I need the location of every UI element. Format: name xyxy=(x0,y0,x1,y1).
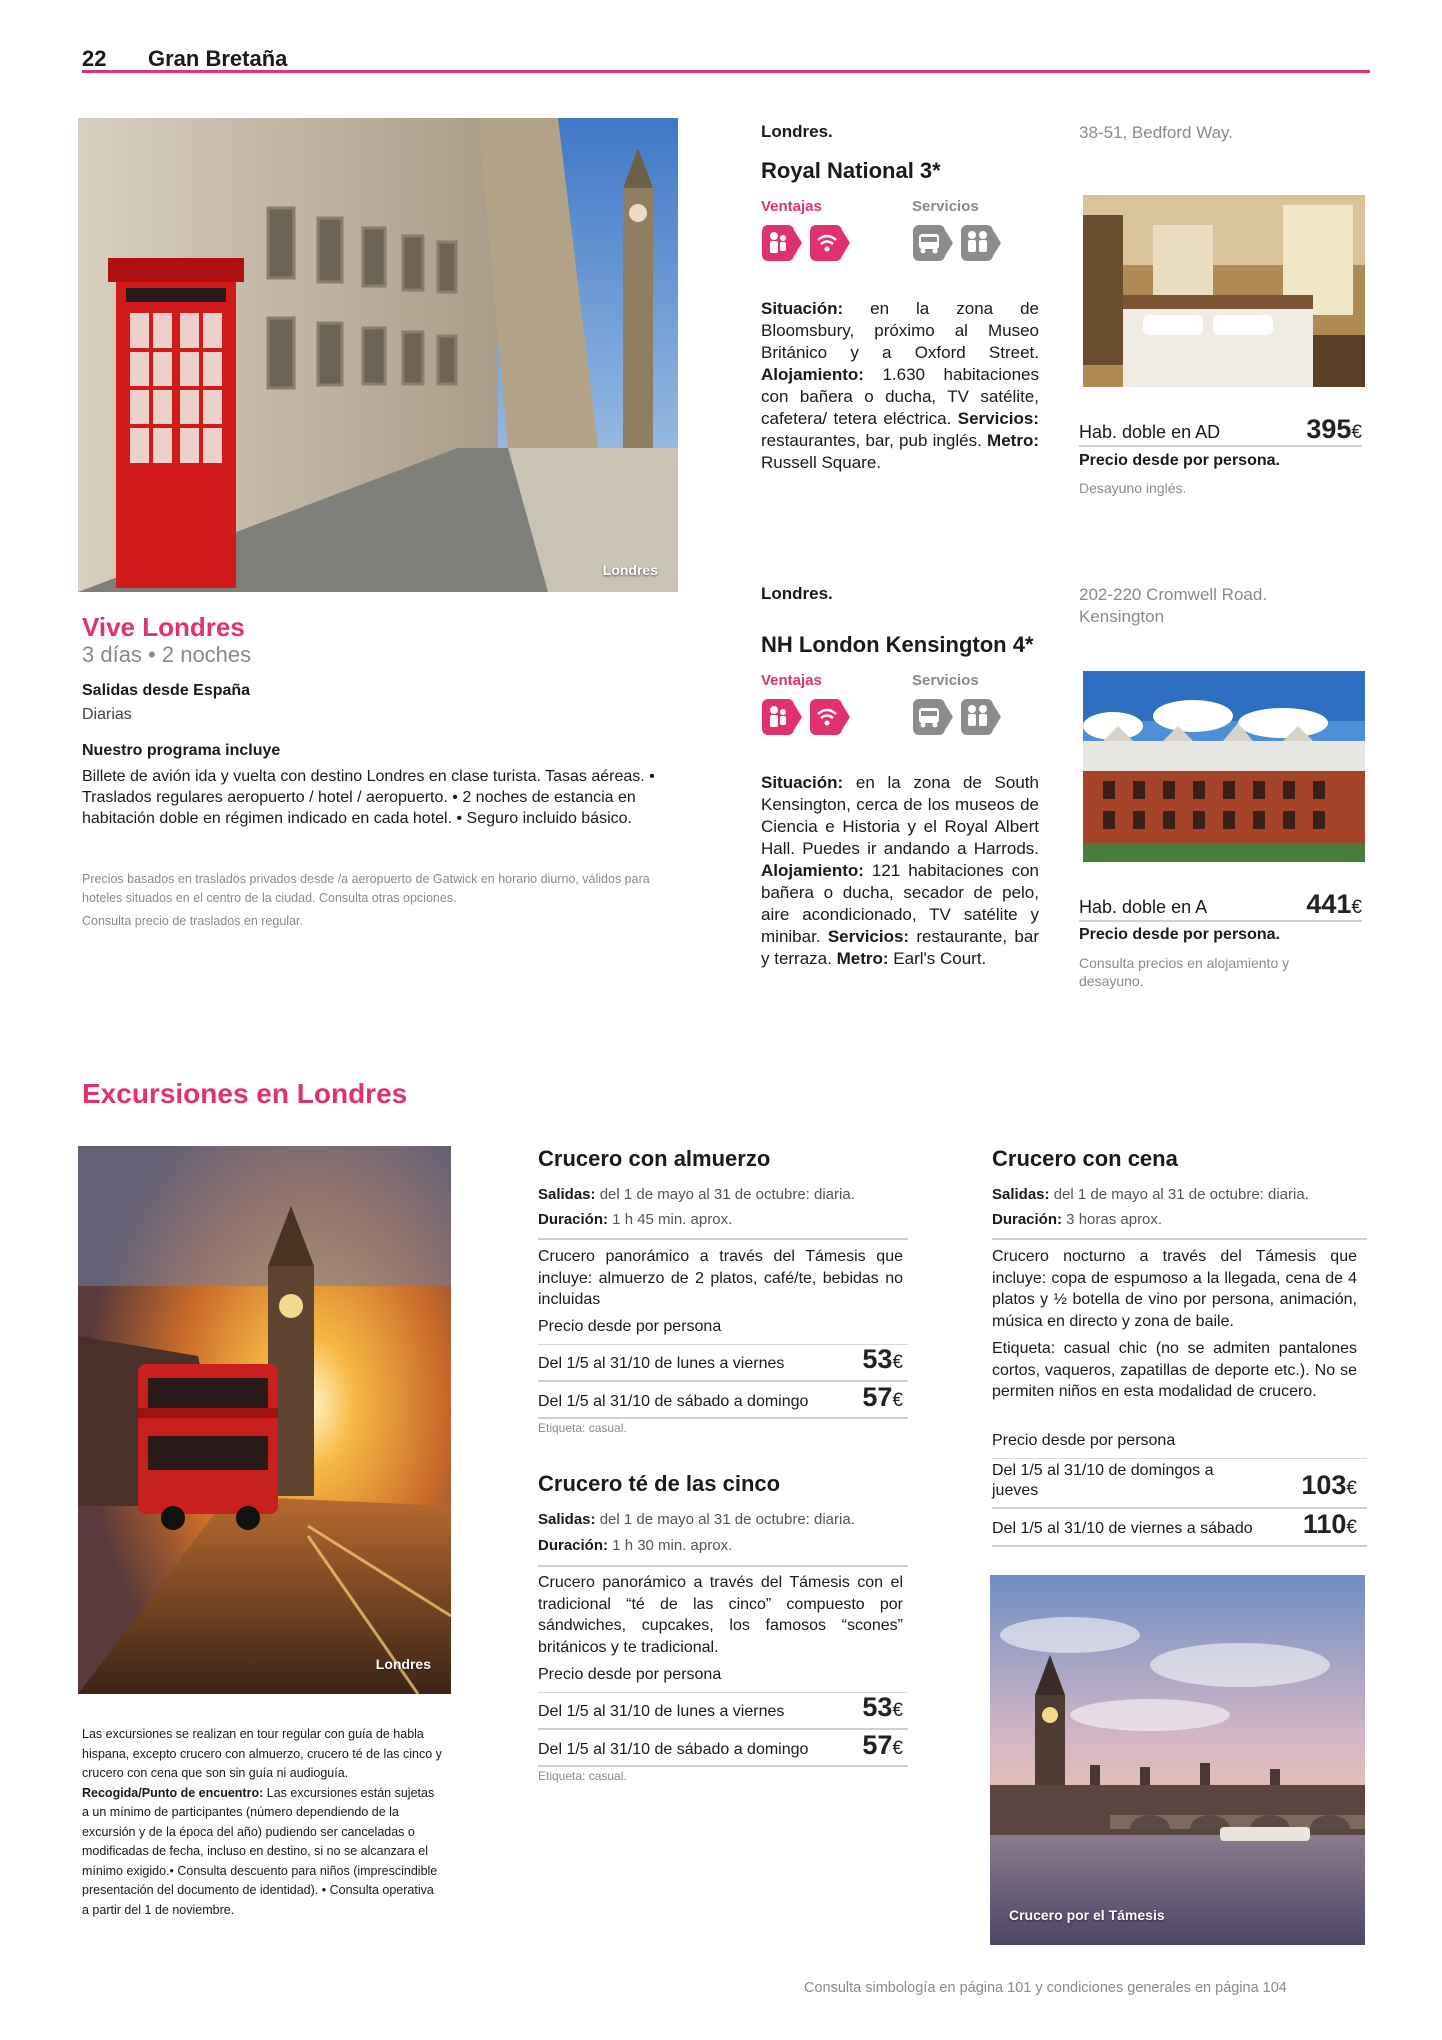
cruise-tea-desc: Crucero panorámico a través del Támesis con el tradicional “té de las cinco” compuesto por sándwiches, cupcakes, los famosos “scones” británicos y te tradicional. xyxy=(538,1574,903,1656)
cruise-tea-rule-4 xyxy=(538,1765,908,1767)
hotel-2-price-note: Precio desde por persona. xyxy=(1079,926,1280,943)
cruise-lunch-dep-value: del 1 de mayo al 31 de octubre: diaria. xyxy=(595,1186,855,1203)
photo-caption: Londres xyxy=(602,562,658,578)
cruise-lunch-row-2-label: Del 1/5 al 31/10 de sábado a domingo xyxy=(538,1393,809,1410)
cruise-dinner-departures xyxy=(992,1186,1309,1203)
cruise-lunch-row-1-currency: € xyxy=(892,1352,903,1373)
hotel-2-city: Londres. xyxy=(761,584,833,603)
cruise-dinner-row-1-currency: € xyxy=(1346,1478,1357,1499)
cruise-lunch-row-1-price xyxy=(862,1344,903,1375)
cruise-tea-tag: Etiqueta: casual. xyxy=(538,1769,627,1783)
cruise-lunch-price-row-1 xyxy=(538,1344,903,1375)
hotel-1-ventajas-label: Ventajas xyxy=(761,198,822,215)
hotel-1-desc-2: 1.630 habitaciones con bañera o ducha, TV satélite, cafetera/ tetera eléctrica. xyxy=(761,365,1039,428)
cruise-lunch-row-2-price xyxy=(862,1382,903,1413)
hotel-2-desc-4-label: Metro: xyxy=(836,949,889,968)
cruise-dinner-row-1-price-value: 103 xyxy=(1301,1470,1347,1500)
hotel-1-board-note: Desayuno inglés. xyxy=(1079,480,1187,496)
cruise-dinner-rule-2 xyxy=(992,1458,1367,1459)
thames-photo-caption: Crucero por el Támesis xyxy=(1009,1907,1165,1923)
cruise-lunch-rule-4 xyxy=(538,1417,908,1419)
hotel-1-desc-3-label: Servicios: xyxy=(957,409,1039,428)
hotel-1-address: 38-51, Bedford Way. xyxy=(1079,123,1234,142)
hotel-2-name: NH London Kensington 4* xyxy=(761,632,1034,657)
excursion-notes-pickup-label: Recogida/Punto de encuentro: xyxy=(82,1785,264,1800)
cruise-lunch-row-1-label: Del 1/5 al 31/10 de lunes a viernes xyxy=(538,1355,785,1372)
excursion-notes-pickup-text: Las excursiones están sujetas a un mínimo de participantes (número dependiendo de la excursión y de la época del año) pudiendo ser canceladas o modificadas de fecha, incluso en destino, si no se alcanzara el mínimo exigido.• Consulta descuento para niños (imprescindible presentación del documento de identidad). • Consulta operativa a partir del 1 de noviembre. xyxy=(82,1785,438,1917)
hotel-1-name: Royal National 3* xyxy=(761,158,941,183)
hotel-1-servicios-icons xyxy=(912,224,1002,262)
hotel-1-description xyxy=(761,298,1039,474)
family-services-icon xyxy=(960,224,1002,262)
cruise-lunch-duration xyxy=(538,1211,732,1228)
hotel-1-price-rule xyxy=(1079,445,1362,447)
cruise-dinner-rule-1 xyxy=(992,1238,1367,1240)
hotel-2-board-note: Consulta precios en alojamiento y desayuno. xyxy=(1079,955,1290,989)
package-duration: 3 días • 2 noches xyxy=(82,642,252,667)
cruise-dinner-row-1-price xyxy=(1301,1470,1357,1501)
hotel-1-room-label: Hab. doble en AD xyxy=(1079,422,1221,442)
departures-value: Diarias xyxy=(82,706,132,723)
cruise-dinner-row-2-currency: € xyxy=(1346,1517,1357,1538)
cruise-dinner-price-row-2 xyxy=(992,1509,1357,1540)
cruise-dinner-desc: Crucero nocturno a través del Támesis que incluye: copa de espumoso a la llegada, cena de 4 platos y ½ botella de vino por persona, animación, música en directo y zona de baile. xyxy=(992,1248,1357,1330)
cruise-dinner-rule-4 xyxy=(992,1545,1367,1547)
cruise-tea-row-1-currency: € xyxy=(892,1700,903,1721)
hotel-2-ventajas-label: Ventajas xyxy=(761,672,822,689)
cruise-dinner-row-2-label: Del 1/5 al 31/10 de viernes a sábado xyxy=(992,1520,1253,1537)
hotel-1-price-row xyxy=(1079,414,1362,445)
excursion-notes xyxy=(82,1725,442,1920)
cruise-dinner-price-heading: Precio desde por persona xyxy=(992,1432,1176,1449)
excursion-bus-photo xyxy=(78,1146,451,1694)
cruise-lunch-departures xyxy=(538,1186,855,1203)
hotel-1-servicios-label: Servicios xyxy=(912,198,979,215)
hotel-2-description xyxy=(761,772,1039,970)
cruise-tea-row-1-price xyxy=(862,1692,903,1723)
cruise-dinner-row-2-price xyxy=(1303,1509,1357,1540)
thames-cruise-photo xyxy=(990,1575,1365,1945)
cruise-lunch-dep-label: Salidas: xyxy=(538,1186,596,1203)
cruise-dinner-dep-label: Salidas: xyxy=(992,1186,1050,1203)
cruise-tea-dur-label: Duración: xyxy=(538,1537,609,1554)
cruise-tea-row-2-price-value: 57 xyxy=(862,1730,893,1760)
hotel-2-room-label: Hab. doble en A xyxy=(1079,897,1208,917)
cruise-tea-title: Crucero té de las cinco xyxy=(538,1471,781,1496)
section-title: Gran Bretaña xyxy=(148,46,288,71)
cruise-lunch-rule-1 xyxy=(538,1238,908,1240)
cruise-dinner-dress: Etiqueta: casual chic (no se admiten pantalones cortos, vaqueros, zapatillas de deporte etc.). No se permiten niños en esta modalidad de crucero. xyxy=(992,1340,1357,1400)
family-discount-icon xyxy=(761,698,803,736)
hotel-1-price-note: Precio desde por persona. xyxy=(1079,452,1280,469)
cruise-lunch-desc: Crucero panorámico a través del Támesis que incluye: almuerzo de 2 platos, café/te, bebidas no incluidas xyxy=(538,1248,903,1308)
cruise-lunch-row-2-currency: € xyxy=(892,1390,903,1411)
hotel-2-desc-2-label: Alojamiento: xyxy=(761,861,864,880)
free-wifi-icon xyxy=(809,224,851,262)
hotel-1-price xyxy=(1306,414,1362,445)
departures-heading: Salidas desde España xyxy=(82,682,251,699)
cruise-lunch-dur-value: 1 h 45 min. aprox. xyxy=(608,1211,733,1228)
cruise-lunch-price-row-2 xyxy=(538,1382,903,1413)
hotel-1-currency: € xyxy=(1351,422,1362,443)
page-number: 22 xyxy=(82,46,107,71)
hotel-2-desc-2: 121 habitaciones con bañera o ducha, secador de pelo, aire acondicionado, TV satélite y minibar. xyxy=(761,861,1039,946)
note-prices: Precios basados en traslados privados desde /a aeropuerto de Gatwick en horario diurno, válidos para hoteles situados en el centro de la ciudad. Consulta otras opciones. xyxy=(82,872,650,905)
transfer-bus-icon xyxy=(912,224,954,262)
excursion-notes-intro: Las excursiones se realizan en tour regular con guía de habla hispana, excepto crucero con almuerzo, crucero té de las cinco y crucero con cena que son sin guía ni audioguía. xyxy=(82,1727,442,1780)
family-services-icon xyxy=(960,698,1002,736)
hotel-1-price-value: 395 xyxy=(1306,414,1352,444)
cruise-lunch-row-1-price-value: 53 xyxy=(862,1344,893,1374)
family-discount-icon xyxy=(761,224,803,262)
cruise-tea-price-row-2 xyxy=(538,1730,903,1761)
cruise-dinner-dur-value: 3 horas aprox. xyxy=(1062,1211,1163,1228)
cruise-tea-dep-value: del 1 de mayo al 31 de octubre: diaria. xyxy=(595,1511,855,1528)
cruise-tea-row-1-price-value: 53 xyxy=(862,1692,893,1722)
excursion-photo-caption: Londres xyxy=(375,1656,431,1672)
hotel-1-desc-1-label: Situación: xyxy=(761,299,844,318)
note-transfers: Consulta precio de traslados en regular. xyxy=(82,914,303,928)
hotel-2-currency: € xyxy=(1351,897,1362,918)
hotel-1-desc-2-label: Alojamiento: xyxy=(761,365,864,384)
cruise-dinner-row-2-price-value: 110 xyxy=(1302,1509,1347,1539)
cruise-tea-departures xyxy=(538,1511,855,1528)
cruise-dinner-price-row-1 xyxy=(992,1461,1357,1501)
cruise-tea-dur-value: 1 h 30 min. aprox. xyxy=(608,1537,733,1554)
excursions-title: Excursiones en Londres xyxy=(82,1078,408,1109)
hotel-1-desc-4: Russell Square. xyxy=(761,453,882,472)
cruise-lunch-dur-label: Duración: xyxy=(538,1211,609,1228)
london-phone-box-photo xyxy=(78,118,678,592)
cruise-lunch-row-2-price-value: 57 xyxy=(862,1382,893,1412)
cruise-dinner-duration xyxy=(992,1211,1162,1228)
cruise-tea-row-2-currency: € xyxy=(892,1738,903,1759)
cruise-tea-row-2-price xyxy=(862,1730,903,1761)
cruise-tea-row-2-label: Del 1/5 al 31/10 de sábado a domingo xyxy=(538,1741,809,1758)
hotel-2-servicios-icons xyxy=(912,698,1002,736)
hotel-1-desc-3: restaurantes, bar, pub inglés. xyxy=(761,431,988,450)
hotel-1-room-photo xyxy=(1083,195,1365,387)
cruise-dinner-dep-value: del 1 de mayo al 31 de octubre: diaria. xyxy=(1049,1186,1309,1203)
cruise-tea-price-row-1 xyxy=(538,1692,903,1723)
hotel-2-desc-3: restaurante, bar y terraza. xyxy=(761,927,1039,968)
hotel-1-desc-1: en la zona de Bloomsbury, próximo al Museo Británico y a Oxford Street. xyxy=(761,299,1039,362)
hotel-1-ventajas-icons xyxy=(761,224,851,262)
cruise-dinner-dur-label: Duración: xyxy=(992,1211,1063,1228)
includes-text: Billete de avión ida y vuelta con destino Londres en clase turista. Tasas aéreas. • Traslados regulares aeropuerto / hotel / aeropuerto. • 2 noches de estancia en habitación doble en régimen indicado en cada hotel. • Seguro incluido básico. xyxy=(82,768,655,827)
hotel-1-desc-4-label: Metro: xyxy=(987,431,1039,450)
hotel-2-price-row xyxy=(1079,889,1362,920)
hotel-2-building-photo xyxy=(1083,671,1365,862)
hotel-2-ventajas-icons xyxy=(761,698,851,736)
hotel-2-desc-1: en la zona de South Kensington, cerca de los museos de Ciencia e Historia y el Royal Albert Hall. Puedes ir andando a Harrods. xyxy=(761,773,1039,858)
transfer-bus-icon xyxy=(912,698,954,736)
cruise-dinner-row-1-label: Del 1/5 al 31/10 de domingos a jueves xyxy=(992,1462,1214,1499)
header-rule xyxy=(82,70,1370,73)
hotel-2-servicios-label: Servicios xyxy=(912,672,979,689)
cruise-lunch-tag: Etiqueta: casual. xyxy=(538,1421,627,1435)
hotel-2-desc-3-label: Servicios: xyxy=(827,927,910,946)
cruise-lunch-title: Crucero con almuerzo xyxy=(538,1146,771,1171)
package-title: Vive Londres xyxy=(82,612,245,642)
cruise-tea-row-1-label: Del 1/5 al 31/10 de lunes a viernes xyxy=(538,1703,785,1720)
cruise-tea-dep-label: Salidas: xyxy=(538,1511,596,1528)
hotel-1-city: Londres. xyxy=(761,122,833,141)
cruise-tea-duration xyxy=(538,1537,732,1554)
cruise-tea-rule-1 xyxy=(538,1565,908,1567)
hotel-2-price xyxy=(1306,889,1362,920)
hotel-2-desc-4: Earl's Court. xyxy=(888,949,987,968)
cruise-lunch-price-heading: Precio desde por persona xyxy=(538,1318,722,1335)
hotel-2-price-value: 441 xyxy=(1306,889,1352,919)
free-wifi-icon xyxy=(809,698,851,736)
hotel-2-price-rule xyxy=(1079,920,1362,922)
cruise-dinner-title: Crucero con cena xyxy=(992,1146,1178,1171)
includes-heading: Nuestro programa incluye xyxy=(82,742,281,759)
cruise-tea-price-heading: Precio desde por persona xyxy=(538,1666,722,1683)
hotel-2-address: 202-220 Cromwell Road. Kensington xyxy=(1079,585,1268,626)
footer-note: Consulta simbología en página 101 y condiciones generales en página 104 xyxy=(804,1980,1287,1996)
hotel-2-desc-1-label: Situación: xyxy=(761,773,844,792)
